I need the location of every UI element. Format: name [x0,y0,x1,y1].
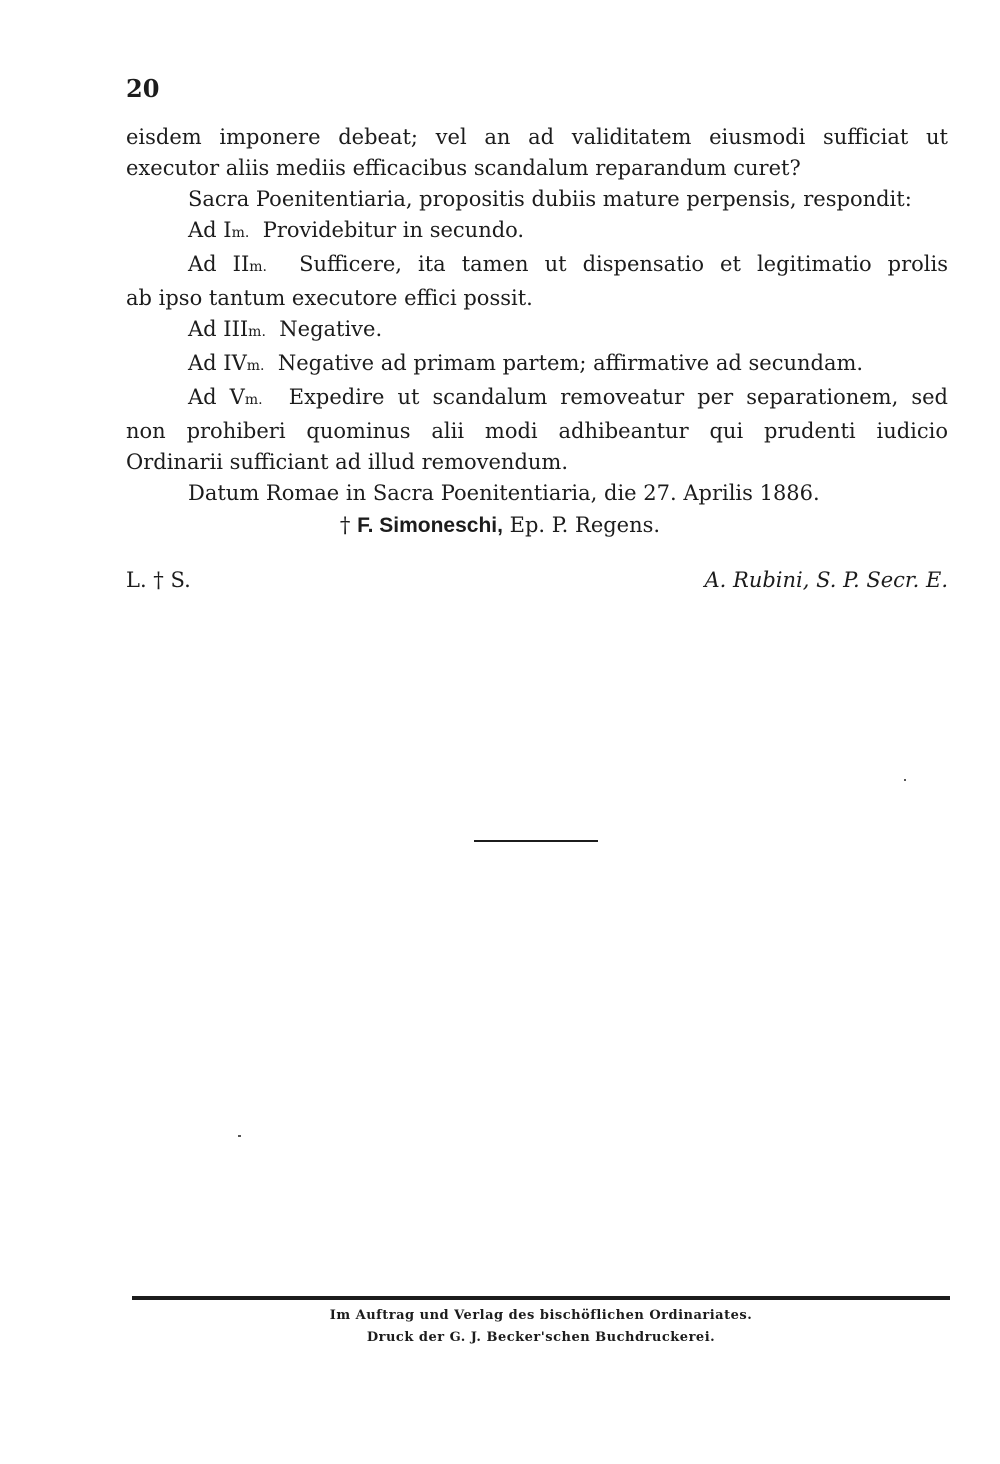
answer-prefix: Ad I [188,218,232,242]
answer-3 [126,314,948,348]
imprint [132,1305,950,1349]
date-line: Datum Romae in Sacra Poenitentiaria, die 27. Aprilis 1886. [188,481,820,505]
answer-prefix: Ad V [188,385,245,409]
answer-text: Providebitur in secundo. [262,218,525,242]
answer-ordinal: m. [248,324,266,340]
locus-sigilli: L. † S. [126,568,191,592]
answer-2-continuation: ab ipso tantum executore effici possit. [126,286,533,310]
answer-5-continuation: Ordinarii sufficiant ad illud removendum. [126,450,569,474]
answer-ordinal: m. [249,259,267,275]
answer-1 [126,215,948,249]
answer-prefix: Ad II [188,252,250,276]
answer-text: Sufficere, ita tamen ut dispensatio et legitimatio prolis [299,252,949,276]
text-line: executor aliis mediis efficacibus scandalum reparandum curet? [126,156,801,180]
speck [904,779,906,781]
answer-2 [126,249,948,283]
speck [238,1135,241,1137]
body-text [126,122,948,509]
text-line: Sacra Poenitentiaria, propositis dubiis mature perpensis, respondit: [188,187,912,211]
answer-5-continuation: non prohiberi quominus alii modi adhibeantur qui prudenti iudicio [126,419,948,443]
seal-line [126,568,948,592]
answer-ordinal: m. [244,392,263,408]
page-number: 20 [126,74,160,103]
answer-prefix: Ad IV [188,351,247,375]
imprint-line-1: Im Auftrag und Verlag des bischöflichen Ordinariates. [329,1308,753,1323]
answer-4 [126,348,948,382]
signatory-title: Ep. P. Regens. [509,513,661,537]
imprint-line-2: Druck der G. J. Becker'schen Buchdruckerei. [366,1330,716,1345]
answer-5 [126,382,948,416]
answer-prefix: Ad III [188,317,249,341]
signature [0,513,1000,538]
text-line: eisdem imponere debeat; vel an ad validitatem eiusmodi sufficiat ut [126,125,948,149]
divider [474,840,598,842]
answer-ordinal: m. [246,358,265,374]
answer-text: Negative. [279,317,383,341]
signatory-name: F. Simoneschi, [357,514,503,537]
answer-ordinal: m. [231,225,250,241]
answer-text: Negative ad primam partem; affirmative ad secundam. [277,351,864,375]
secretary-signature: A. Rubini, S. P. Secr. E. [704,568,948,592]
cross-symbol: † [339,513,351,537]
answer-text: Expedire ut scandalum removeatur per separationem, sed [288,385,948,409]
footer-rule [132,1296,950,1300]
